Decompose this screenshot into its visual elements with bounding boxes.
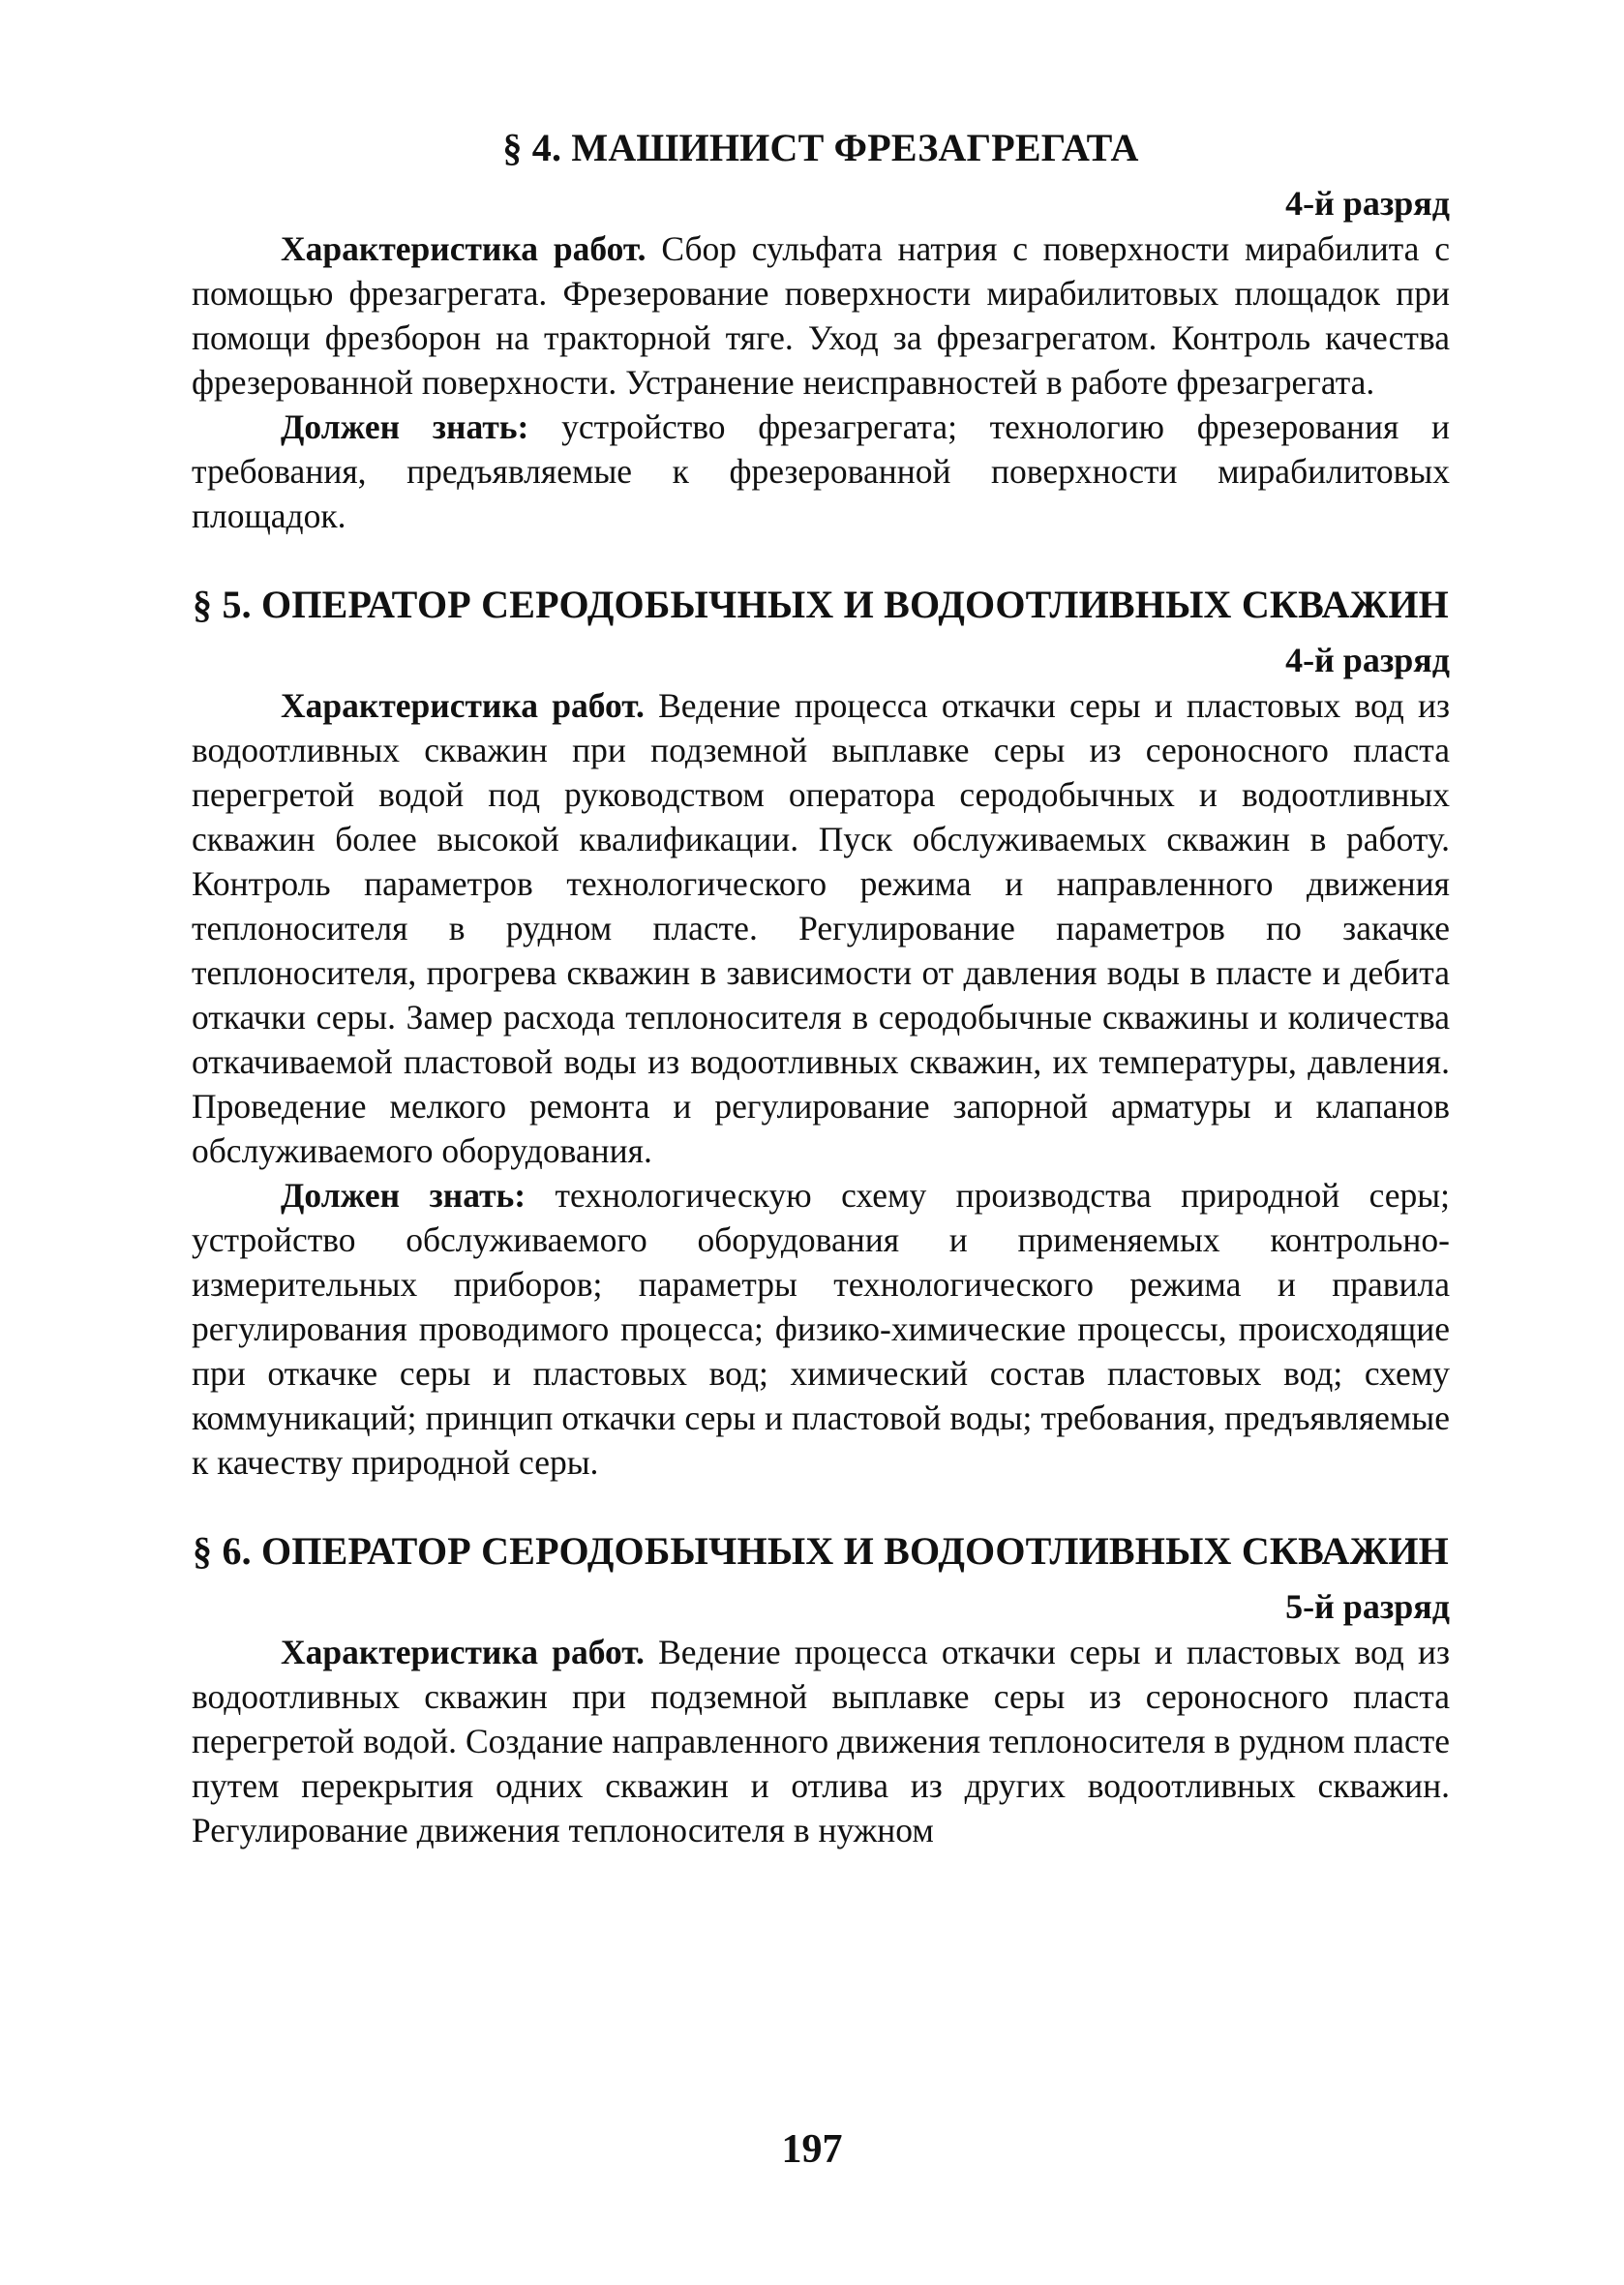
must-know-text: технологическую схему производства природной серы; устройство обслуживаемого оборудования и применяемых контрольно-измерительных приборов; параметры технологического режима и правила регулирования проводимого процесса; физико-химические процессы, происходящие при откачке серы и пластовых вод; химический состав пластовых вод; схему коммуникаций; принцип откачки серы и пластовой воды; требования, предъявляемые к качеству природной серы.: [192, 1176, 1451, 1482]
must-know-text: устройство фрезагрегата; технологию фрезерования и требования, предъявляемые к фрезерованной поверхности мирабилитовых площадок.: [192, 407, 1450, 535]
characteristics-paragraph: [192, 226, 1450, 405]
must-know-paragraph: [192, 1173, 1450, 1485]
grade-label: 4-й разряд: [1285, 184, 1450, 223]
grade-label: 5-й разряд: [1285, 1587, 1450, 1626]
grade-label: 4-й разряд: [1285, 641, 1450, 679]
characteristics-paragraph: [192, 683, 1450, 1173]
page-number: 197: [781, 2127, 843, 2172]
section-5: [192, 581, 1450, 1485]
characteristics-paragraph: [192, 1630, 1450, 1852]
section-4: [192, 124, 1450, 538]
characteristics-text: Ведение процесса откачки серы и пластовых вод из водоотливных скважин при подземной выплавке серы из сероносного пласта перегретой водой. Создание направленного движения теплоносителя в рудном пласте путем перекрытия одних скважин и отлива из других водоотливных скважин. Регулирование движения теплоносителя в нужном: [192, 1633, 1450, 1849]
document-page: [192, 124, 1450, 1852]
section-6: [192, 1527, 1450, 1852]
section-title: § 4. МАШИНИСТ ФРЕЗАГРЕГАТА: [502, 126, 1139, 169]
section-title: § 6. ОПЕРАТОР СЕРОДОБЫЧНЫХ И ВОДООТЛИВНЫХ СКВАЖИН: [193, 1529, 1449, 1573]
characteristics-label: Характеристика работ.: [281, 686, 645, 725]
must-know-label: Должен знать:: [281, 407, 529, 446]
must-know-label: Должен знать:: [281, 1176, 526, 1215]
characteristics-text: Сбор сульфата натрия с поверхности мирабилита с помощью фрезагрегата. Фрезерование поверхности мирабилитовых площадок при помощи фрезборон на тракторной тяге. Уход за фрезагрегатом. Контроль качества фрезерованной поверхности. Устранение неисправностей в работе фрезагрегата.: [192, 229, 1450, 402]
characteristics-label: Характеристика работ.: [281, 1633, 645, 1671]
section-title: § 5. ОПЕРАТОР СЕРОДОБЫЧНЫХ И ВОДООТЛИВНЫХ СКВАЖИН: [193, 583, 1449, 626]
characteristics-text: Ведение процесса откачки серы и пластовых вод из водоотливных скважин при подземной выплавке серы из сероносного пласта перегретой водой под руководством оператора серодобычных и водоотливных скважин более высокой квалификации. Пуск обслуживаемых скважин в работу. Контроль параметров технологического режима и направленного движения теплоносителя в рудном пласте. Регулирование параметров по закачке теплоносителя, прогрева скважин в зависимости от давления воды в пласте и дебита откачки серы. Замер расхода теплоносителя в серодобычные скважины и количества откачиваемой пластовой воды из водоотливных скважин, их температуры, давления. Проведение мелкого ремонта и регулирование запорной арматуры и клапанов обслуживаемого оборудования.: [192, 686, 1450, 1170]
must-know-paragraph: [192, 405, 1450, 538]
characteristics-label: Характеристика работ.: [281, 229, 647, 268]
